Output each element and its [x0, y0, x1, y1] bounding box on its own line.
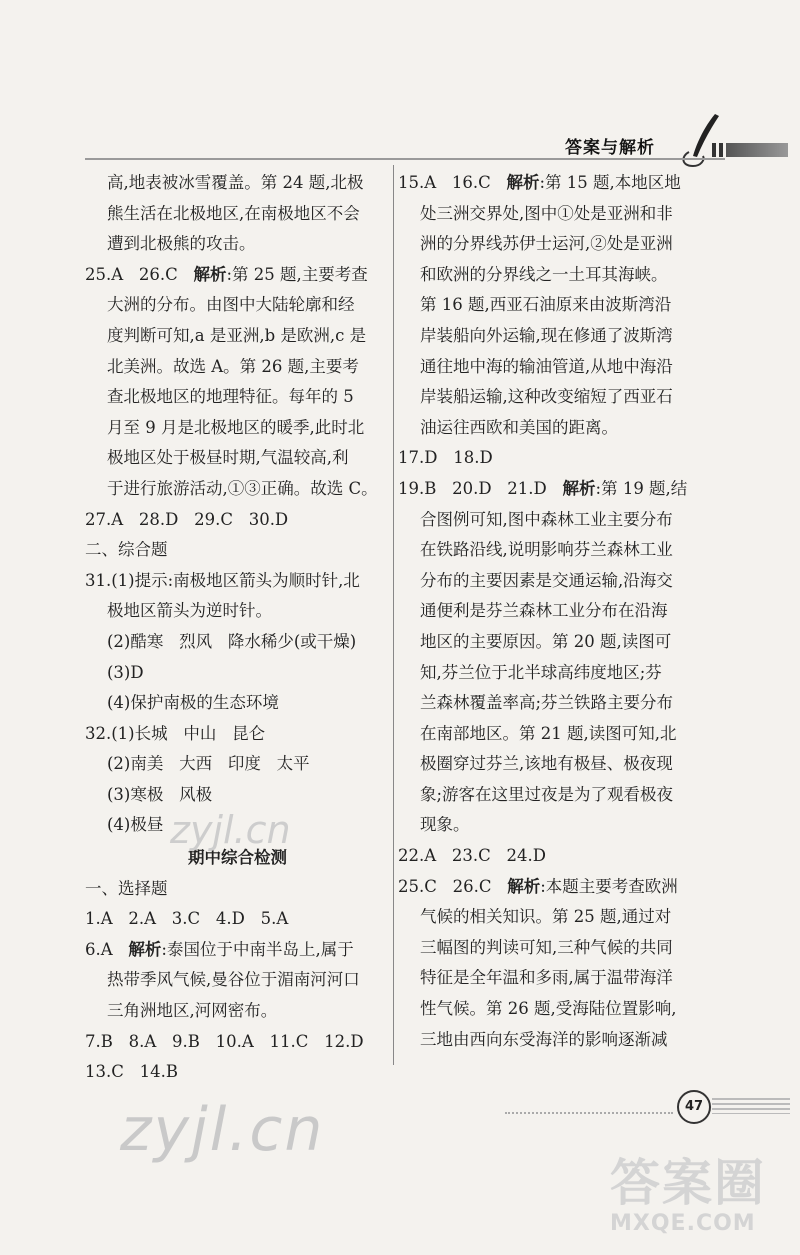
- line-text: 第 16 题,西亚石油原来由波斯湾沿: [420, 295, 672, 315]
- text-line: [398, 627, 708, 658]
- line-text: 熊生活在北极地区,在南极地区不会: [107, 203, 360, 223]
- line-text: 二、综合题: [85, 540, 168, 560]
- line-text: 三幅图的判读可知,三种气候的共同: [420, 937, 673, 957]
- line-text: 通往地中海的输油管道,从地中海沿: [420, 356, 673, 376]
- text-line: [398, 352, 708, 383]
- left-column: [85, 168, 390, 1088]
- line-text: 大洲的分布。由图中大陆轮廓和经: [107, 295, 355, 315]
- line-text-rest: :第 19 题,结: [595, 478, 688, 498]
- text-line: [398, 382, 708, 413]
- line-text: 现象。: [420, 815, 470, 835]
- line-text: (3)D: [107, 662, 144, 682]
- text-line: [85, 168, 390, 199]
- line-text: 处三洲交界处,图中①处是亚洲和非: [420, 203, 673, 223]
- analysis-label: 解析: [562, 478, 596, 498]
- line-text: 三角洲地区,河网密布。: [107, 1001, 278, 1021]
- line-text: 高,地表被冰雪覆盖。第 24 题,北极: [107, 173, 364, 192]
- text-line: [398, 229, 708, 260]
- page-number: 47: [677, 1090, 711, 1124]
- line-text: 32.(1)长城 中山 昆仑: [85, 723, 266, 743]
- line-text: 度判断可知,a 是亚洲,b 是欧洲,c 是: [107, 325, 367, 345]
- line-text: 25.C 26.C: [398, 876, 508, 896]
- line-text: 特征是全年温和多雨,属于温带海洋: [420, 968, 673, 988]
- line-text-rest: :本题主要考查欧洲: [540, 876, 678, 896]
- line-text: 兰森林覆盖率高;芬兰铁路主要分布: [420, 693, 674, 713]
- text-line: [85, 874, 390, 905]
- line-text: (4)极昼: [107, 815, 164, 835]
- line-text-rest: :泰国位于中南半岛上,属于: [161, 939, 354, 959]
- text-line: [85, 658, 390, 689]
- text-line: [85, 199, 390, 230]
- line-text: 极地区箭头为逆时针。: [107, 601, 272, 621]
- column-divider: [393, 165, 394, 1065]
- line-text: 岸装船向外运输,现在修通了波斯湾: [420, 325, 673, 345]
- text-line: [85, 566, 390, 597]
- footer-dotted-line: [505, 1112, 673, 1114]
- text-line: [85, 627, 390, 658]
- header-rule: [85, 158, 725, 160]
- text-line: [398, 535, 708, 566]
- text-line: [398, 596, 708, 627]
- line-text-rest: :第 15 题,本地区地: [539, 173, 681, 192]
- text-line: [85, 1027, 390, 1058]
- line-text: 期中综合检测: [188, 848, 287, 868]
- analysis-label: 解析: [128, 939, 162, 959]
- text-line: [85, 596, 390, 627]
- footer-decoration: [712, 1098, 790, 1114]
- line-text: (4)保护南极的生态环境: [107, 693, 279, 713]
- text-line: [85, 443, 390, 474]
- analysis-label: 解析: [193, 264, 227, 284]
- line-text: 分布的主要因素是交通运输,沿海交: [420, 570, 673, 590]
- right-column: [398, 168, 708, 1055]
- line-text: 25.A 26.C: [85, 264, 194, 284]
- line-text: 31.(1)提示:南极地区箭头为顺时针,北: [85, 570, 360, 590]
- stamp-text: 答案圈: [610, 1154, 766, 1212]
- line-text: (3)寒极 风极: [107, 784, 213, 804]
- line-text: 地区的主要原因。第 20 题,读图可: [420, 631, 672, 651]
- text-line: [398, 321, 708, 352]
- text-line: [398, 810, 708, 841]
- line-text: 和欧洲的分界线之一土耳其海峡。: [420, 264, 668, 284]
- line-text: 13.C 14.B: [85, 1062, 178, 1082]
- line-text: 1.A 2.A 3.C 4.D 5.A: [85, 909, 289, 929]
- watermark: zyjl.cn: [120, 1095, 325, 1165]
- line-text: 油运往西欧和美国的距离。: [420, 417, 618, 437]
- line-text: 北美洲。故选 A。第 26 题,主要考: [107, 356, 359, 376]
- text-line: [85, 382, 390, 413]
- line-text: 性气候。第 26 题,受海陆位置影响,: [420, 999, 677, 1019]
- line-text: 洲的分界线苏伊士运河,②处是亚洲: [420, 234, 673, 254]
- line-text: 6.A: [85, 939, 129, 959]
- text-line: [398, 719, 708, 750]
- line-text-rest: :第 25 题,主要考查: [226, 264, 368, 284]
- text-line: [398, 199, 708, 230]
- text-line: [398, 1025, 708, 1056]
- line-text: 月至 9 月是北极地区的暖季,此时北: [107, 417, 365, 437]
- header-bar-decoration: [712, 143, 788, 157]
- text-line: [398, 963, 708, 994]
- header-title: 答案与解析: [565, 138, 655, 158]
- line-text: 27.A 28.D 29.C 30.D: [85, 509, 289, 529]
- line-text: 极圈穿过芬兰,该地有极昼、极夜现: [420, 754, 673, 774]
- text-line: [85, 1057, 390, 1088]
- text-line: [85, 749, 390, 780]
- line-text: 7.B 8.A 9.B 10.A 11.C 12.D: [85, 1031, 364, 1051]
- line-text: 一、选择题: [85, 878, 168, 898]
- line-text: 气候的相关知识。第 25 题,通过对: [420, 907, 672, 927]
- text-line: [398, 566, 708, 597]
- text-line: [85, 321, 390, 352]
- text-line: [398, 443, 708, 474]
- stamp-url: MXQE.COM: [610, 1211, 756, 1236]
- text-line: [85, 719, 390, 750]
- line-text: (2)南美 大西 印度 太平: [107, 754, 310, 774]
- text-line: [85, 413, 390, 444]
- text-line: [398, 658, 708, 689]
- text-line: [398, 841, 708, 872]
- analysis-label: 解析: [507, 876, 541, 896]
- text-line: [85, 935, 390, 966]
- text-line: [398, 505, 708, 536]
- text-line: [85, 688, 390, 719]
- text-line: [398, 168, 708, 199]
- line-text: 15.A 16.C: [398, 173, 507, 192]
- watermark-small: zyjl.cn: [170, 808, 291, 852]
- text-line: [85, 904, 390, 935]
- line-text: 通便利是芬兰森林工业分布在沿海: [420, 601, 668, 621]
- text-line: [85, 352, 390, 383]
- line-text: 查北极地区的地理特征。每年的 5: [107, 387, 354, 407]
- line-text: 在南部地区。第 21 题,读图可知,北: [420, 723, 677, 743]
- text-line: [398, 780, 708, 811]
- text-line: [398, 688, 708, 719]
- text-line: [85, 290, 390, 321]
- text-line: [398, 290, 708, 321]
- text-line: [85, 965, 390, 996]
- line-text: 于进行旅游活动,①③正确。故选 C。: [107, 478, 378, 498]
- line-text: 17.D 18.D: [398, 448, 493, 468]
- text-line: [85, 260, 390, 291]
- text-line: [398, 749, 708, 780]
- text-line: [398, 413, 708, 444]
- analysis-label: 解析: [506, 173, 540, 192]
- text-line: [85, 780, 390, 811]
- line-text: 遭到北极熊的攻击。: [107, 234, 256, 254]
- text-line: [398, 474, 708, 505]
- line-text: 在铁路沿线,说明影响芬兰森林工业: [420, 540, 673, 560]
- text-line: [398, 994, 708, 1025]
- line-text: 19.B 20.D 21.D: [398, 478, 563, 498]
- line-text: (2)酷寒 烈风 降水稀少(或干燥): [107, 631, 357, 651]
- line-text: 知,芬兰位于北半球高纬度地区;芬: [420, 662, 662, 682]
- text-line: [398, 902, 708, 933]
- line-text: 热带季风气候,曼谷位于湄南河河口: [107, 970, 360, 990]
- text-line: [85, 535, 390, 566]
- text-line: [398, 933, 708, 964]
- line-text: 极地区处于极昼时期,气温较高,利: [107, 448, 349, 468]
- line-text: 三地由西向东受海洋的影响逐渐减: [420, 1029, 668, 1049]
- text-line: [398, 260, 708, 291]
- text-line: [398, 872, 708, 903]
- text-line: [85, 505, 390, 536]
- text-line: [85, 229, 390, 260]
- line-text: 岸装船运输,这种改变缩短了西亚石: [420, 387, 673, 407]
- line-text: 22.A 23.C 24.D: [398, 846, 546, 866]
- line-text: 象;游客在这里过夜是为了观看极夜: [420, 784, 674, 804]
- line-text: 合图例可知,图中森林工业主要分布: [420, 509, 673, 529]
- text-line: [85, 474, 390, 505]
- stamp-logo: [610, 1155, 790, 1250]
- text-line: [85, 996, 390, 1027]
